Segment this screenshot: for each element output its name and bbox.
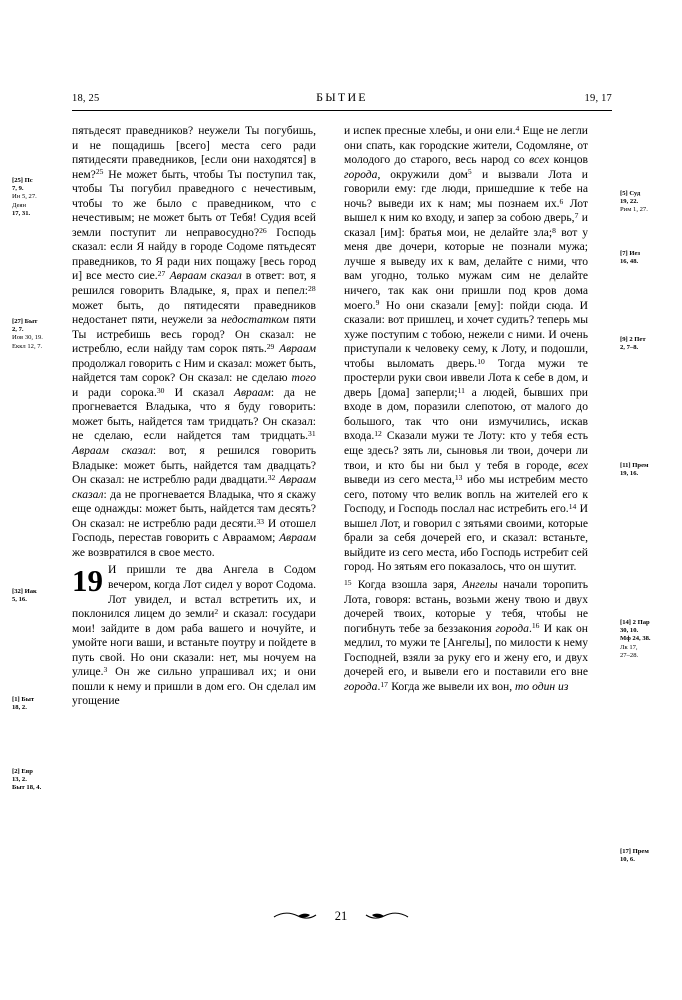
margin-note-left-5 [12, 768, 66, 793]
margin-note-line: Еккл 12, 7. [12, 342, 43, 350]
paragraph-chapter18-cont: пятьдесят праведников? неужели Ты погубишь, и не пощадишь [всего] места сего ради пятидесяти праведников, [если они находятся] в нем?$^{25}$ Не может быть, чтобы Ты поступил так, чтобы Ты погубил праведного с нечестивым, чтобы то же было с праведником, что с нечестивым; не может быть от Тебя! Судия всей земли поступит ли неправосудно?$^{26}$ Господь сказал: если Я найду в городе Содоме пятьдесят праведников, то Я ради них пощажу [весь город и] все место сие.$^{27}$ Авраам сказал в ответ: вот, я решился говорить Владыке, я, прах и пепел:$^{28}$ может быть, до пятидесяти праведников недостанет пяти, неужели за недостатком пяти Ты истребишь весь город? Он сказал: не истреблю, если найду там сорок пять.$^{29}$ Авраам продолжал говорить с Ним и сказал: может быть, найдется там сорок? Он сказал: не сделаю того и ради сорока.$^{30}$ И сказал Авраам: да не прогневается Владыка, что я буду говорить: может быть, найдется там тридцать? Он сказал: не сделаю, если найдется там тридцать.$^{31}$ Авраам сказал: вот, я решился говорить Владыке: может быть, найдется там двадцать? Он сказал: не истреблю ради двадцати.$^{32}$ Авраам сказал: да не прогневается Владыка, что я скажу еще однажды: может быть, найдется там десять? Он сказал: не истреблю ради десяти.$^{33}$ И отошел Господь, перестав говорить с Авраамом; Авраам же возвратился в свое место. [72, 124, 317, 559]
verse-number: 17 [380, 679, 388, 689]
verse-number: 4 [515, 123, 520, 133]
left-text-column [72, 124, 316, 709]
margin-note-line: 7, 9. [12, 185, 24, 193]
italic-phrase: города [344, 679, 378, 693]
paragraph-chapter19-start: 19 И пришли те два Ангела в Содом вечером, когда Лот сидел у ворот Содома. Лот увидел, и встал встретить их, и поклонился лицем до земли$^2$ и сказал: государи мои! зайдите в дом раба вашего и ночуйте, и умойте ноги ваши, и встаньте поутру и пойдете в путь свой. Но они сказали: нет, мы ночуем на улице.$^3$ Он же сильно упрашивал их; и они пошли к нему и пришли в дом его. Он сделал им угощение [72, 563, 316, 708]
margin-note-line: Быт 18, 4. [12, 784, 42, 792]
verse-number: 8 [552, 225, 556, 235]
italic-phrase: города [495, 621, 529, 635]
paragraph-chapter19-cont: и испек пресные хлебы, и они ели.$^4$ Еще не легли они спать, как городские жители, Содомляне, от молодого до старого, весь народ со всех концов города, окружили дом$^5$ и вызвали Лота и говорили ему: где люди, пришедшие к тебе на ночь? выведи их к нам; мы познаем их.$^6$ Лот вышел к ним ко входу, и запер за собою дверь,$^7$ и сказал [им]: братья мои, не делайте зла;$^8$ вот у меня две дочери, которые не познали мужа; лучше я выведу их к вам, делайте с ними, что вам угодно, только мужам сим не делайте ничего, так как они пришли под кров дома моего.$^9$ Но они сказали [ему]: пойди сюда. И сказали: вот пришлец, и хочет судить? теперь мы хуже поступим с тобою, нежели с ними. И очень приступали к человеку сему, к Лоту, и подошли, чтобы выломать дверь.$^{10}$ Тогда мужи те простерли руки свои иввели Лота к себе в дом, и дверь [дома] заперли;$^{11}$ а людей, бывших при входе в дом, поразили слепотою, от малого до большого, так что они измучились, искав входа.$^{12}$ Сказали мужи те Лоту: кто у тебя есть еще здесь? зять ли, сыновья ли твои, дочери ли твои, и кто бы ни был у тебя в городе, всех выведи из сего места,$^{13}$ ибо мы истребим место сего, потому что велик вопль на жителей его к Господу, и Господь послал нас истребить его.$^{14}$ И вышел Лот, и говорил с зятьями своими, которые брали за себя дочерей его, и сказал: встаньте, выйдите из сего места, ибо Господь истребит сей город. Но зятьям его показалось, что он шутит. [344, 123, 588, 574]
italic-phrase: Авраам сказал [169, 269, 242, 283]
margin-note-line: 2, 7. [12, 326, 24, 334]
italic-phrase: города [344, 167, 378, 181]
italic-phrase: Авраам [233, 385, 271, 399]
right-text-column [344, 124, 588, 694]
margin-note-left-2 [12, 318, 66, 351]
verse-number: 26 [259, 225, 267, 235]
margin-note-line: Ин 5, 27. [12, 193, 37, 201]
verse-number: 7 [574, 211, 579, 221]
verse-number: 6 [559, 196, 564, 206]
ornament-right-icon [364, 911, 410, 921]
verse-number: 31 [308, 429, 316, 439]
verse-number: 33 [256, 516, 265, 526]
italic-phrase: недостатком [221, 313, 289, 327]
verse-number: 11 [457, 385, 465, 395]
italic-phrase: Авраам сказал [72, 444, 153, 458]
page-footer [0, 908, 682, 924]
margin-note-line: Деян [12, 201, 27, 209]
verse-number: 29 [266, 342, 275, 352]
verse-number: 3 [103, 665, 108, 675]
italic-phrase: Ангелы [462, 577, 498, 591]
margin-note-tag: [2] Евр [12, 768, 33, 775]
margin-note-right-6 [620, 848, 674, 864]
verse-number: 5 [467, 167, 472, 177]
italic-phrase: всех [567, 458, 588, 472]
book-title: БЫТИЕ [316, 90, 368, 104]
margin-note-tag: [7] Иез [620, 250, 641, 257]
margin-note-line: 27–28. [620, 651, 639, 659]
paragraph-chapter19-verse15: $^{15}$ Когда взошла заря, Ангелы начали торопить Лота, говоря: встань, возьми жену твою и двух дочерей твоих, которые у тебя, чтобы не погибнуть тебе за беззакония города.$^{16}$ И как он медлил, то мужи те [Ангелы], по милости к нему Господней, взяли за руку его и жену его, и двух дочерей его, и вывели его и поставили его вне города.$^{17}$ Когда же вывели их вон, то один из [344, 577, 589, 693]
margin-note-right-3 [620, 336, 674, 352]
margin-note-tag: [25] Пс [12, 177, 33, 184]
margin-note-line: Мф 24, 38. [620, 635, 651, 643]
verse-number: 15 [344, 577, 352, 587]
margin-note-tag: [27] Быт [12, 318, 38, 325]
margin-note-tag: [9] 2 Пет [620, 336, 646, 343]
margin-note-line: 10, 6. [620, 856, 635, 864]
italic-phrase: Авраам [279, 342, 317, 356]
verse-number: 28 [308, 283, 316, 293]
margin-note-line: Иов 30, 19. [12, 334, 43, 342]
margin-note-tag: [14] 2 Пар [620, 619, 650, 626]
margin-note-line: 5, 16. [12, 596, 27, 604]
margin-note-tag: [1] Быт [12, 696, 35, 703]
verse-number: 2 [214, 606, 219, 616]
margin-note-line: Лк 17, [620, 643, 638, 651]
margin-note-tag: [11] Прем [620, 462, 649, 469]
margin-note-right-4 [620, 462, 674, 478]
verse-number: 32 [267, 472, 276, 482]
margin-note-right-2 [620, 250, 674, 266]
header-rule [72, 110, 612, 111]
page-number: 21 [334, 908, 348, 923]
margin-note-left-3 [12, 588, 66, 604]
margin-note-line: 17, 31. [12, 209, 31, 217]
verse-number: 27 [157, 269, 166, 279]
chapter-number: 19 [72, 563, 103, 599]
margin-note-line: 18, 2. [12, 704, 27, 712]
margin-note-tag: [5] Суд [620, 190, 641, 197]
verse-number: 16 [531, 621, 540, 631]
margin-note-line: 19, 16. [620, 470, 639, 478]
margin-note-line: 30, 10. [620, 627, 639, 635]
margin-note-left-4 [12, 696, 66, 712]
margin-note-left-1 [12, 177, 66, 218]
margin-note-tag: [17] Прем [620, 848, 649, 855]
italic-phrase: того [291, 371, 316, 385]
margin-note-right-5 [620, 619, 674, 660]
italic-phrase: Авраам сказал [72, 473, 316, 501]
margin-note-line: 16, 48. [620, 258, 639, 266]
margin-note-line: 19, 22. [620, 198, 639, 206]
margin-note-line: 13, 2. [12, 776, 27, 784]
verse-number: 13 [454, 472, 463, 482]
verse-number: 14 [568, 502, 577, 512]
ornament-left-icon [272, 911, 318, 921]
italic-phrase: всех [529, 153, 550, 167]
verse-number: 9 [375, 298, 380, 308]
verse-number: 30 [156, 385, 165, 395]
italic-phrase: то один из [515, 679, 569, 693]
margin-note-line: 2, 7–8. [620, 344, 639, 352]
margin-note-tag: [32] Иак [12, 588, 37, 595]
margin-note-right-1 [620, 190, 674, 215]
running-head-left-ref: 18, 25 [72, 93, 100, 104]
running-head-right-ref: 19, 17 [584, 93, 612, 104]
italic-phrase: Авраам [279, 531, 316, 545]
verse-number: 10 [477, 356, 485, 366]
margin-note-line: Рим 1, 27. [620, 206, 648, 214]
running-head [72, 90, 612, 106]
verse-number: 12 [374, 429, 382, 439]
verse-number: 25 [95, 167, 104, 177]
